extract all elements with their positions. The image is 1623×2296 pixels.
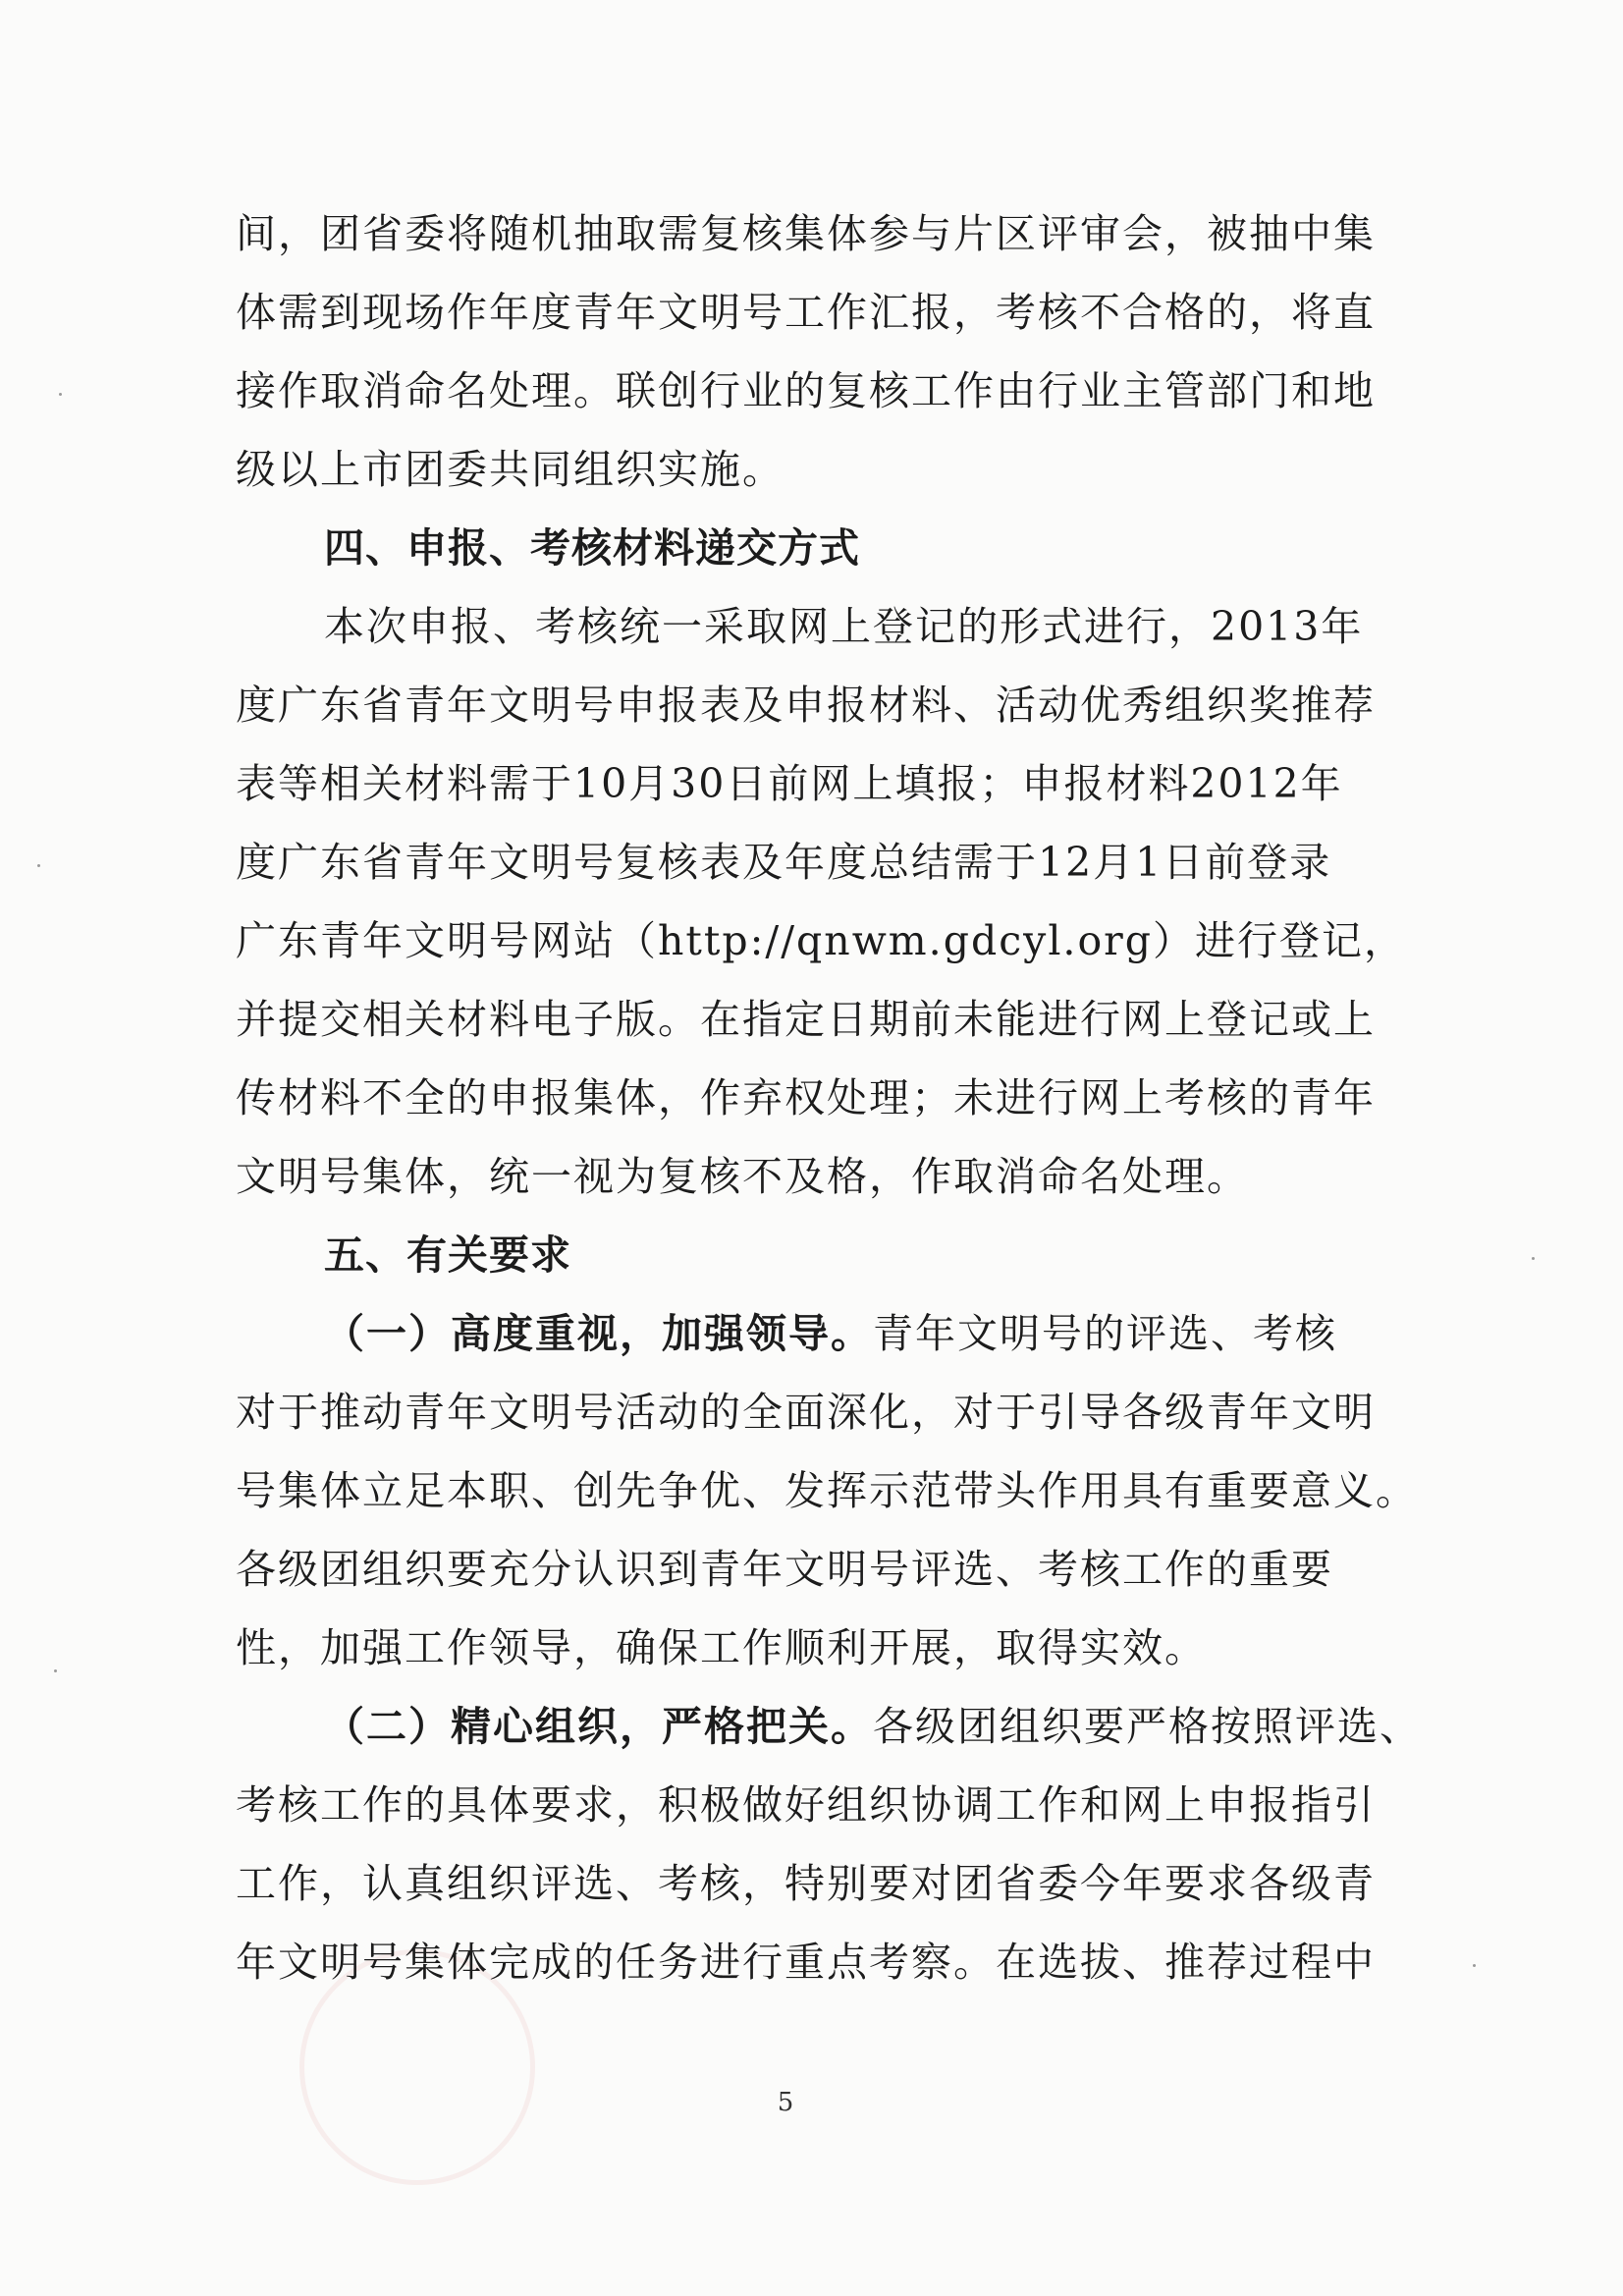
body-line: 考核工作的具体要求，积极做好组织协调工作和网上申报指引	[236, 1781, 1376, 1829]
subsection-title-1: （一）高度重视，加强领导。	[324, 1310, 873, 1357]
body-line: 并提交相关材料电子版。在指定日期前未能进行网上登记或上	[236, 996, 1376, 1043]
document-body	[236, 194, 1422, 2001]
body-line: 表等相关材料需于10月30日前网上填报；申报材料2012年	[236, 760, 1343, 807]
scan-speck	[59, 393, 62, 396]
body-line: 对于推动青年文明号活动的全面深化，对于引导各级青年文明	[236, 1389, 1376, 1436]
body-line: 工作，认真组织评选、考核，特别要对团省委今年要求各级青	[236, 1860, 1376, 1907]
scan-speck	[1532, 1257, 1535, 1260]
scan-speck	[1473, 1964, 1476, 1967]
body-line: 本次申报、考核统一采取网上登记的形式进行，2013年	[324, 603, 1364, 650]
scan-speck	[54, 1669, 57, 1672]
scan-speck	[37, 864, 40, 867]
body-line: 各级团组织要充分认识到青年文明号评选、考核工作的重要	[236, 1546, 1333, 1593]
body-line: 性，加强工作领导，确保工作顺利开展，取得实效。	[236, 1624, 1207, 1671]
body-line: 级以上市团委共同组织实施。	[236, 446, 784, 493]
section-heading-5: 五、有关要求	[324, 1231, 571, 1279]
body-line: 体需到现场作年度青年文明号工作汇报，考核不合格的，将直	[236, 289, 1376, 336]
subsection-line-2	[236, 1687, 1422, 1766]
website-line: 广东青年文明号网站（http://qnwm.gdcyl.org）进行登记，	[236, 917, 1406, 964]
body-line: 号集体立足本职、创先争优、发挥示范带头作用具有重要意义。	[236, 1467, 1418, 1514]
body-line: 度广东省青年文明号申报表及申报材料、活动优秀组织奖推荐	[236, 682, 1376, 729]
section-heading-4: 四、申报、考核材料递交方式	[324, 524, 860, 572]
subsection-text-2: 各级团组织要严格按照评选、	[873, 1703, 1422, 1750]
body-line: 传材料不全的申报集体，作弃权处理；未进行网上考核的青年	[236, 1074, 1376, 1121]
body-line: 间，团省委将随机抽取需复核集体参与片区评审会，被抽中集	[236, 210, 1376, 257]
body-line: 文明号集体，统一视为复核不及格，作取消命名处理。	[236, 1153, 1249, 1200]
subsection-title-2: （二）精心组织，严格把关。	[324, 1703, 873, 1750]
subsection-line-1	[236, 1294, 1394, 1373]
page-number: 5	[777, 2088, 794, 2117]
subsection-text-1: 青年文明号的评选、考核	[873, 1310, 1337, 1357]
body-line: 度广东省青年文明号复核表及年度总结需于12月1日前登录	[236, 839, 1332, 886]
body-line: 接作取消命名处理。联创行业的复核工作由行业主管部门和地	[236, 367, 1376, 414]
body-line: 年文明号集体完成的任务进行重点考察。在选拔、推荐过程中	[236, 1939, 1376, 1986]
